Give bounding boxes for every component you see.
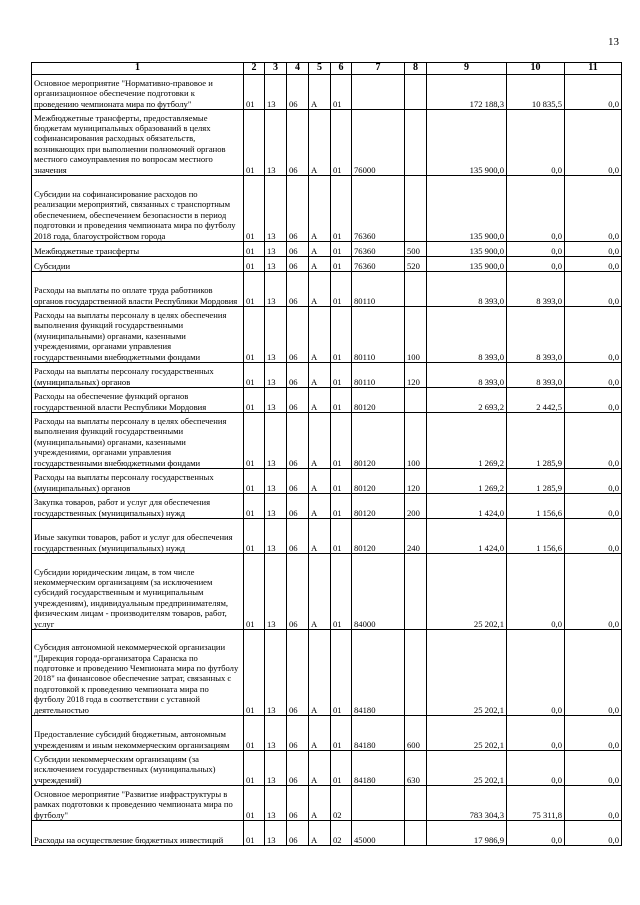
cell-section-code: 13: [265, 363, 287, 388]
cell-program-code: 06: [287, 751, 309, 786]
cell-section-code: 13: [265, 751, 287, 786]
cell-name: Межбюджетные трансферты: [32, 242, 244, 257]
cell-event-code: 01: [331, 519, 352, 554]
cell-program-code: 06: [287, 363, 309, 388]
cell-name: Расходы на выплаты персоналу государственных (муниципальных) органов: [32, 363, 244, 388]
cell-ministry-code: 01: [244, 388, 265, 413]
cell-amount-total: 1 269,2: [427, 413, 507, 469]
cell-section-code: 13: [265, 242, 287, 257]
cell-ministry-code: 01: [244, 751, 265, 786]
cell-program-code: 06: [287, 242, 309, 257]
cell-direction-code: 76360: [352, 257, 405, 272]
cell-name: Предоставление субсидий бюджетным, автономным учреждениям и иным некоммерческим организациям: [32, 716, 244, 751]
cell-name: Закупка товаров, работ и услуг для обеспечения государственных (муниципальных) нужд: [32, 494, 244, 519]
cell-amount-total: 2 693,2: [427, 388, 507, 413]
cell-section-code: 13: [265, 110, 287, 176]
cell-program-code: 06: [287, 519, 309, 554]
cell-amount-total: 1 424,0: [427, 494, 507, 519]
cell-direction-code: 80120: [352, 413, 405, 469]
budget-table: [31, 62, 622, 846]
cell-event-code: 01: [331, 176, 352, 242]
cell-amount-other: 0,0: [565, 821, 622, 846]
cell-amount-total: 8 393,0: [427, 272, 507, 307]
cell-program-code: 06: [287, 176, 309, 242]
cell-section-code: 13: [265, 75, 287, 110]
cell-amount-total: 1 424,0: [427, 519, 507, 554]
cell-amount-federal: 0,0: [507, 821, 565, 846]
cell-name: Основное мероприятие "Нормативно-правовое и организационное обеспечение подготовки к проведению чемпионата мира по футболу": [32, 75, 244, 110]
table-row: [32, 554, 622, 630]
cell-amount-other: 0,0: [565, 413, 622, 469]
cell-section-code: 13: [265, 630, 287, 716]
cell-name: Расходы на выплаты персоналу государственных (муниципальных) органов: [32, 469, 244, 494]
cell-direction-code: 80120: [352, 519, 405, 554]
cell-direction-code: 84000: [352, 554, 405, 630]
cell-amount-federal: 0,0: [507, 257, 565, 272]
table-row: [32, 519, 622, 554]
cell-name: Субсидия автономной некоммерческой организации "Дирекция города-организатора Саранска по подготовке и проведению Чемпионата мира по футболу 2018" на финансовое обеспечение затрат, связанных с подготовкой к проведению чемпионата мира по футболу 2018 года в соответствии с уставной деятельностью: [32, 630, 244, 716]
cell-amount-other: 0,0: [565, 494, 622, 519]
cell-subprogram-code: А: [309, 716, 331, 751]
cell-section-code: 13: [265, 519, 287, 554]
cell-direction-code: 80110: [352, 307, 405, 363]
table-row: [32, 242, 622, 257]
cell-subprogram-code: А: [309, 110, 331, 176]
cell-section-code: 13: [265, 413, 287, 469]
cell-direction-code: 76000: [352, 110, 405, 176]
cell-ministry-code: 01: [244, 716, 265, 751]
page-number: 13: [608, 36, 619, 48]
cell-name: Иные закупки товаров, работ и услуг для обеспечения государственных (муниципальных) нужд: [32, 519, 244, 554]
cell-event-code: 01: [331, 388, 352, 413]
cell-amount-total: 8 393,0: [427, 363, 507, 388]
cell-program-code: 06: [287, 272, 309, 307]
cell-name: Основное мероприятие "Развитие инфраструктуры в рамках подготовки к проведению чемпионата мира по футболу": [32, 786, 244, 821]
cell-subprogram-code: А: [309, 519, 331, 554]
cell-amount-federal: 0,0: [507, 751, 565, 786]
table-row: [32, 751, 622, 786]
cell-section-code: 13: [265, 469, 287, 494]
cell-event-code: 01: [331, 110, 352, 176]
cell-expense-type-code: [405, 272, 427, 307]
table-row: [32, 272, 622, 307]
cell-ministry-code: 01: [244, 630, 265, 716]
cell-event-code: 01: [331, 494, 352, 519]
cell-amount-other: 0,0: [565, 363, 622, 388]
cell-amount-federal: 0,0: [507, 176, 565, 242]
cell-subprogram-code: А: [309, 176, 331, 242]
table-row: [32, 307, 622, 363]
cell-subprogram-code: А: [309, 272, 331, 307]
col-header-amount-total: 9: [427, 63, 507, 75]
cell-event-code: 01: [331, 75, 352, 110]
cell-amount-federal: 2 442,5: [507, 388, 565, 413]
cell-event-code: 01: [331, 272, 352, 307]
table-row: [32, 630, 622, 716]
cell-program-code: 06: [287, 494, 309, 519]
cell-program-code: 06: [287, 75, 309, 110]
col-header-amount-federal: 10: [507, 63, 565, 75]
cell-name: Расходы на обеспечение функций органов государственной власти Республики Мордовия: [32, 388, 244, 413]
cell-amount-other: 0,0: [565, 257, 622, 272]
cell-name: Субсидии некоммерческим организациям (за исключением государственных (муниципальных) учреждений): [32, 751, 244, 786]
cell-ministry-code: 01: [244, 821, 265, 846]
cell-amount-other: 0,0: [565, 554, 622, 630]
cell-expense-type-code: [405, 786, 427, 821]
cell-amount-total: 17 986,9: [427, 821, 507, 846]
cell-amount-federal: 1 156,6: [507, 494, 565, 519]
cell-amount-other: 0,0: [565, 75, 622, 110]
cell-subprogram-code: А: [309, 821, 331, 846]
cell-direction-code: 80110: [352, 363, 405, 388]
cell-ministry-code: 01: [244, 110, 265, 176]
cell-expense-type-code: 240: [405, 519, 427, 554]
cell-section-code: 13: [265, 388, 287, 413]
cell-amount-federal: 8 393,0: [507, 307, 565, 363]
cell-amount-total: 25 202,1: [427, 554, 507, 630]
cell-section-code: 13: [265, 494, 287, 519]
table-row: [32, 469, 622, 494]
cell-amount-other: 0,0: [565, 786, 622, 821]
cell-direction-code: 80120: [352, 494, 405, 519]
cell-amount-total: 1 269,2: [427, 469, 507, 494]
cell-expense-type-code: [405, 554, 427, 630]
col-header-subprogram: 5: [309, 63, 331, 75]
col-header-expense-type: 8: [405, 63, 427, 75]
table-row: [32, 363, 622, 388]
table-row: [32, 110, 622, 176]
cell-expense-type-code: [405, 630, 427, 716]
cell-direction-code: 76360: [352, 176, 405, 242]
cell-amount-other: 0,0: [565, 176, 622, 242]
cell-amount-total: 135 900,0: [427, 242, 507, 257]
cell-amount-federal: 8 393,0: [507, 272, 565, 307]
cell-amount-federal: 0,0: [507, 630, 565, 716]
cell-amount-other: 0,0: [565, 469, 622, 494]
table-row: [32, 257, 622, 272]
cell-event-code: 01: [331, 554, 352, 630]
cell-amount-federal: 0,0: [507, 716, 565, 751]
cell-program-code: 06: [287, 630, 309, 716]
cell-direction-code: 84180: [352, 630, 405, 716]
cell-event-code: 01: [331, 469, 352, 494]
cell-program-code: 06: [287, 413, 309, 469]
cell-subprogram-code: А: [309, 307, 331, 363]
cell-expense-type-code: [405, 388, 427, 413]
cell-amount-federal: 1 285,9: [507, 469, 565, 494]
cell-subprogram-code: А: [309, 786, 331, 821]
cell-subprogram-code: А: [309, 257, 331, 272]
cell-expense-type-code: 100: [405, 307, 427, 363]
cell-program-code: 06: [287, 388, 309, 413]
cell-amount-other: 0,0: [565, 307, 622, 363]
cell-subprogram-code: А: [309, 388, 331, 413]
cell-ministry-code: 01: [244, 272, 265, 307]
cell-event-code: 01: [331, 307, 352, 363]
table-row: [32, 786, 622, 821]
cell-expense-type-code: 630: [405, 751, 427, 786]
col-header-event: 6: [331, 63, 352, 75]
cell-ministry-code: 01: [244, 413, 265, 469]
cell-amount-total: 25 202,1: [427, 630, 507, 716]
cell-amount-other: 0,0: [565, 242, 622, 257]
cell-section-code: 13: [265, 786, 287, 821]
cell-program-code: 06: [287, 554, 309, 630]
cell-expense-type-code: 100: [405, 413, 427, 469]
cell-name: Субсидии: [32, 257, 244, 272]
cell-name: Расходы на осуществление бюджетных инвестиций: [32, 821, 244, 846]
cell-program-code: 06: [287, 307, 309, 363]
cell-ministry-code: 01: [244, 242, 265, 257]
cell-subprogram-code: А: [309, 751, 331, 786]
cell-amount-other: 0,0: [565, 630, 622, 716]
cell-direction-code: 84180: [352, 751, 405, 786]
cell-direction-code: [352, 75, 405, 110]
table-row: [32, 75, 622, 110]
cell-subprogram-code: А: [309, 75, 331, 110]
cell-amount-total: 135 900,0: [427, 176, 507, 242]
cell-program-code: 06: [287, 469, 309, 494]
cell-subprogram-code: А: [309, 554, 331, 630]
cell-amount-federal: 0,0: [507, 242, 565, 257]
table-row: [32, 716, 622, 751]
cell-event-code: 02: [331, 786, 352, 821]
cell-ministry-code: 01: [244, 519, 265, 554]
col-header-name: 1: [32, 63, 244, 75]
cell-event-code: 01: [331, 751, 352, 786]
cell-subprogram-code: А: [309, 494, 331, 519]
cell-program-code: 06: [287, 257, 309, 272]
cell-name: Расходы на выплаты персоналу в целях обеспечения выполнения функций государственными (муниципальными) органами, казенными учреждениями, органами управления государственными внебюджетными фондами: [32, 413, 244, 469]
col-header-direction: 7: [352, 63, 405, 75]
cell-subprogram-code: А: [309, 413, 331, 469]
cell-amount-other: 0,0: [565, 716, 622, 751]
cell-expense-type-code: [405, 75, 427, 110]
cell-event-code: 01: [331, 716, 352, 751]
cell-amount-federal: 0,0: [507, 110, 565, 176]
cell-name: Расходы на выплаты по оплате труда работников органов государственной власти Республики Мордовия: [32, 272, 244, 307]
cell-direction-code: 45000: [352, 821, 405, 846]
cell-subprogram-code: А: [309, 242, 331, 257]
cell-direction-code: 84180: [352, 716, 405, 751]
cell-amount-total: 25 202,1: [427, 751, 507, 786]
cell-direction-code: 80120: [352, 469, 405, 494]
cell-ministry-code: 01: [244, 307, 265, 363]
cell-amount-federal: 0,0: [507, 554, 565, 630]
cell-section-code: 13: [265, 821, 287, 846]
cell-amount-other: 0,0: [565, 751, 622, 786]
cell-amount-federal: 1 285,9: [507, 413, 565, 469]
cell-event-code: 01: [331, 242, 352, 257]
cell-ministry-code: 01: [244, 554, 265, 630]
cell-amount-federal: 75 311,8: [507, 786, 565, 821]
cell-amount-other: 0,0: [565, 388, 622, 413]
cell-section-code: 13: [265, 272, 287, 307]
cell-event-code: 02: [331, 821, 352, 846]
cell-event-code: 01: [331, 257, 352, 272]
cell-expense-type-code: 120: [405, 469, 427, 494]
cell-expense-type-code: 600: [405, 716, 427, 751]
cell-ministry-code: 01: [244, 176, 265, 242]
cell-expense-type-code: 500: [405, 242, 427, 257]
table-row: [32, 176, 622, 242]
cell-expense-type-code: 200: [405, 494, 427, 519]
cell-amount-total: 8 393,0: [427, 307, 507, 363]
cell-event-code: 01: [331, 363, 352, 388]
col-header-amount-other: 11: [565, 63, 622, 75]
cell-amount-other: 0,0: [565, 110, 622, 176]
cell-amount-total: 172 188,3: [427, 75, 507, 110]
cell-section-code: 13: [265, 307, 287, 363]
cell-amount-federal: 1 156,6: [507, 519, 565, 554]
cell-expense-type-code: 120: [405, 363, 427, 388]
cell-section-code: 13: [265, 257, 287, 272]
cell-ministry-code: 01: [244, 75, 265, 110]
cell-name: Субсидии юридическим лицам, в том числе некоммерческим организациям (за исключением субсидий государственным и муниципальным учреждениям), индивидуальным предпринимателям, физическим лицам - производителям товаров, работ, услуг: [32, 554, 244, 630]
cell-direction-code: 76360: [352, 242, 405, 257]
cell-ministry-code: 01: [244, 363, 265, 388]
cell-amount-total: 135 900,0: [427, 110, 507, 176]
cell-amount-other: 0,0: [565, 519, 622, 554]
table-row: [32, 413, 622, 469]
col-header-section: 3: [265, 63, 287, 75]
cell-amount-total: 25 202,1: [427, 716, 507, 751]
header-row: [32, 63, 622, 75]
cell-ministry-code: 01: [244, 257, 265, 272]
cell-ministry-code: 01: [244, 494, 265, 519]
table-row: [32, 494, 622, 519]
col-header-program: 4: [287, 63, 309, 75]
cell-ministry-code: 01: [244, 786, 265, 821]
cell-subprogram-code: А: [309, 469, 331, 494]
cell-direction-code: 80120: [352, 388, 405, 413]
table-row: [32, 388, 622, 413]
cell-amount-federal: 10 835,5: [507, 75, 565, 110]
cell-program-code: 06: [287, 821, 309, 846]
cell-expense-type-code: [405, 176, 427, 242]
cell-subprogram-code: А: [309, 630, 331, 716]
cell-program-code: 06: [287, 110, 309, 176]
cell-section-code: 13: [265, 176, 287, 242]
cell-name: Межбюджетные трансферты, предоставляемые бюджетам муниципальных образований в целях софинансирования расходных обязательств, возникающих при выполнении полномочий органов местного самоуправления по вопросам местного значения: [32, 110, 244, 176]
cell-amount-total: 783 304,3: [427, 786, 507, 821]
cell-name: Субсидии на софинансирование расходов по реализации мероприятий, связанных с транспортным обеспечением, обеспечением безопасности в период подготовки и проведения чемпионата мира по футболу 2018 года, благоустройством города: [32, 176, 244, 242]
cell-expense-type-code: [405, 821, 427, 846]
cell-event-code: 01: [331, 630, 352, 716]
col-header-ministry: 2: [244, 63, 265, 75]
cell-amount-federal: 8 393,0: [507, 363, 565, 388]
cell-event-code: 01: [331, 413, 352, 469]
cell-program-code: 06: [287, 716, 309, 751]
cell-name: Расходы на выплаты персоналу в целях обеспечения выполнения функций государственными (муниципальными) органами, казенными учреждениями, органами управления государственными внебюджетными фондами: [32, 307, 244, 363]
cell-direction-code: 80110: [352, 272, 405, 307]
cell-section-code: 13: [265, 716, 287, 751]
cell-ministry-code: 01: [244, 469, 265, 494]
cell-section-code: 13: [265, 554, 287, 630]
cell-program-code: 06: [287, 786, 309, 821]
cell-expense-type-code: [405, 110, 427, 176]
cell-subprogram-code: А: [309, 363, 331, 388]
cell-amount-other: 0,0: [565, 272, 622, 307]
table-row: [32, 821, 622, 846]
cell-expense-type-code: 520: [405, 257, 427, 272]
cell-direction-code: [352, 786, 405, 821]
cell-amount-total: 135 900,0: [427, 257, 507, 272]
